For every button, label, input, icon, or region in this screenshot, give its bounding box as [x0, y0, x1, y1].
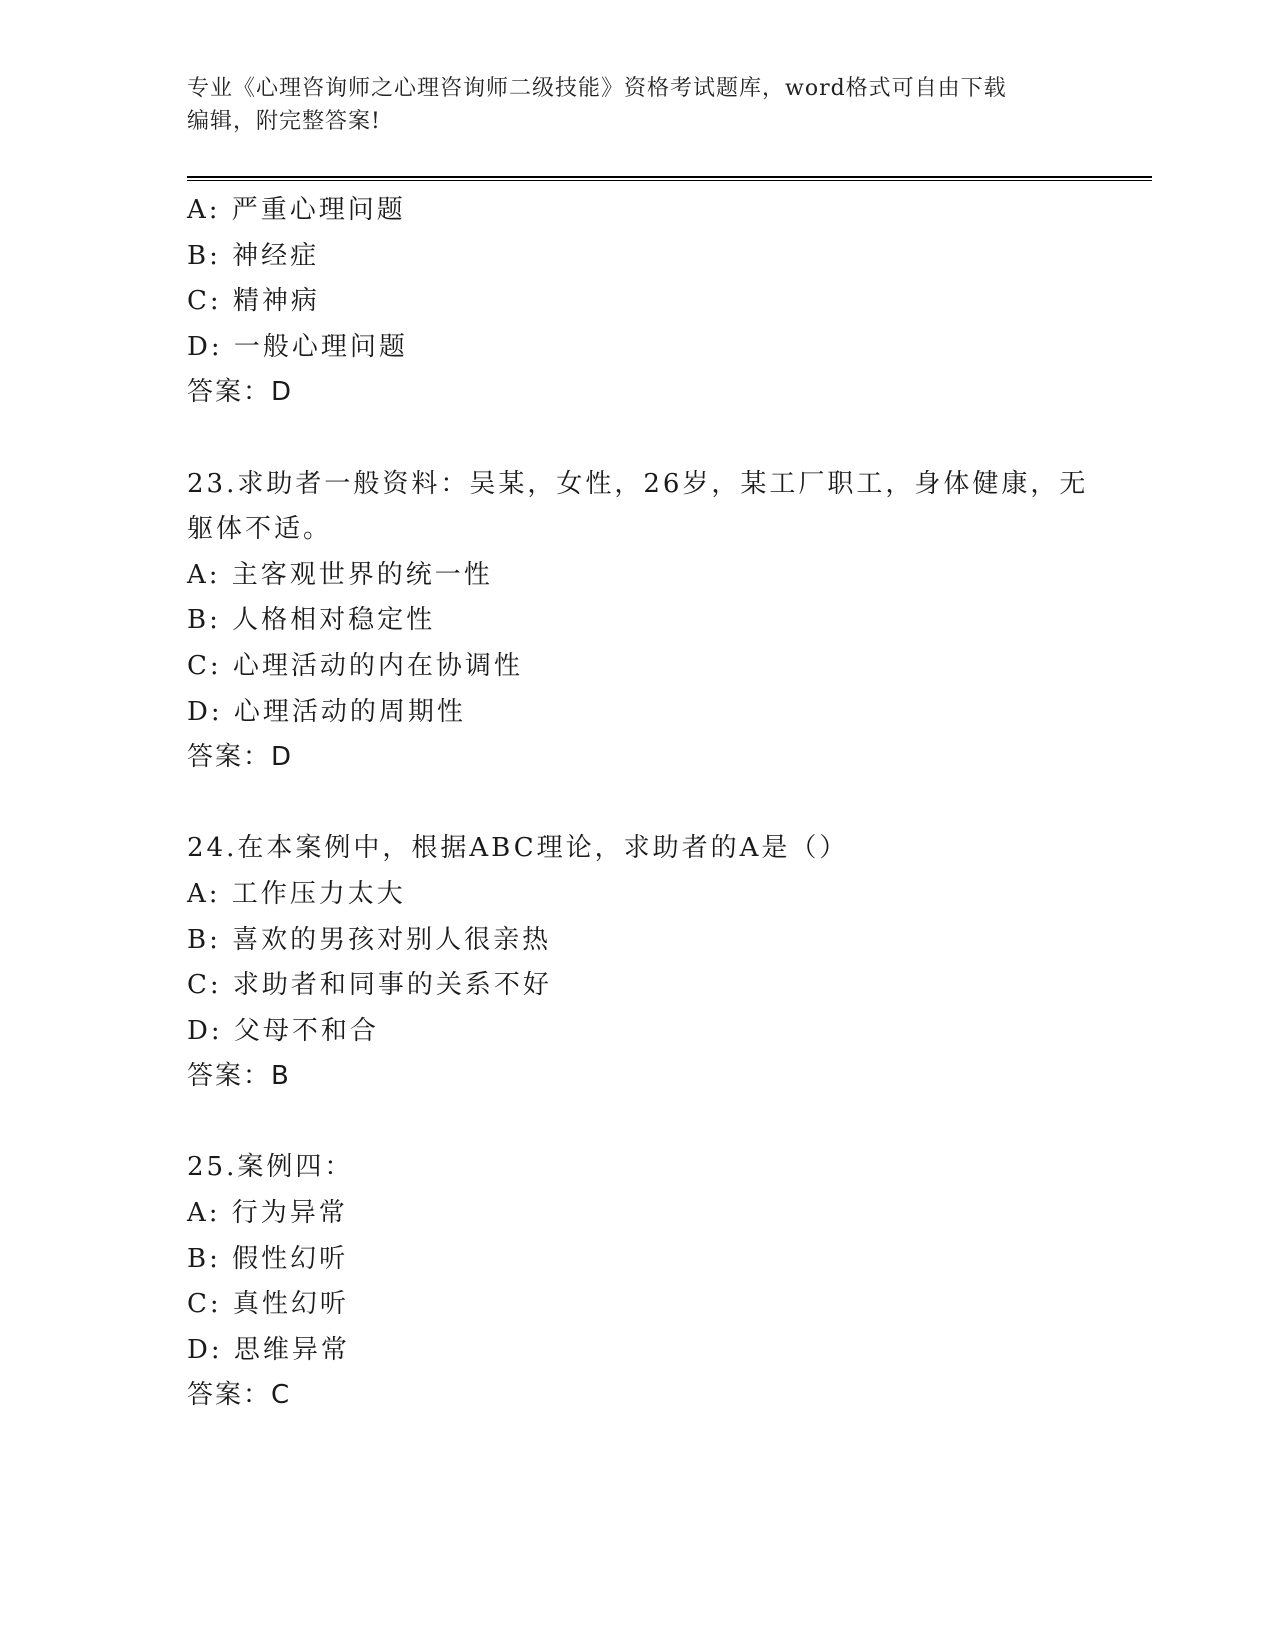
option-b: B: 人格相对稳定性: [187, 605, 436, 636]
option-a: A: 工作压力太大: [187, 878, 406, 909]
question-25: [187, 1145, 1147, 1419]
option-b: B: 喜欢的男孩对别人很亲热: [187, 924, 552, 955]
option-c: C: 求助者和同事的关系不好: [187, 970, 552, 1001]
question-stem: 23.求助者一般资料：吴某，女性，26岁，某工厂职工，身体健康，无: [187, 468, 1089, 499]
option-c: C: 精神病: [187, 286, 320, 317]
option-c: C: 真性幻听: [187, 1289, 349, 1320]
answer: 答案：D: [187, 377, 294, 408]
option-d: D: 心理活动的周期性: [187, 696, 466, 727]
spacer: [187, 781, 1147, 827]
question-23: [187, 462, 1147, 781]
answer: 答案：B: [187, 1061, 291, 1092]
question-stem: 25.案例四：: [187, 1152, 354, 1183]
option-a: A: 严重心理问题: [187, 195, 406, 225]
spacer: [187, 416, 1147, 462]
question-22: [187, 188, 1147, 416]
question-list: [187, 188, 1147, 1419]
option-a: A: 行为异常: [187, 1198, 348, 1229]
spacer: [187, 1100, 1147, 1146]
option-c: C: 心理活动的内在协调性: [187, 650, 523, 681]
question-stem: 24.在本案例中，根据ABC理论，求助者的A是（）: [187, 833, 849, 864]
option-b: B: 假性幻听: [187, 1243, 349, 1274]
option-d: D: 思维异常: [187, 1334, 350, 1365]
option-d: D: 一般心理问题: [187, 331, 408, 362]
header-line-1: 专业《心理咨询师之心理咨询师二级技能》资格考试题库，word格式可自由下载: [187, 76, 1007, 101]
option-a: A: 主客观世界的统一性: [187, 559, 493, 590]
answer: 答案：D: [187, 742, 294, 773]
question-stem-continued: 躯体不适。: [187, 514, 333, 545]
option-b: B: 神经症: [187, 240, 320, 271]
answer: 答案：C: [187, 1380, 292, 1411]
question-24: [187, 826, 1147, 1100]
document-header: [187, 72, 1087, 138]
header-line-2: 编辑，附完整答案!: [187, 109, 381, 134]
header-divider: [187, 176, 1152, 181]
option-d: D: 父母不和合: [187, 1015, 379, 1046]
